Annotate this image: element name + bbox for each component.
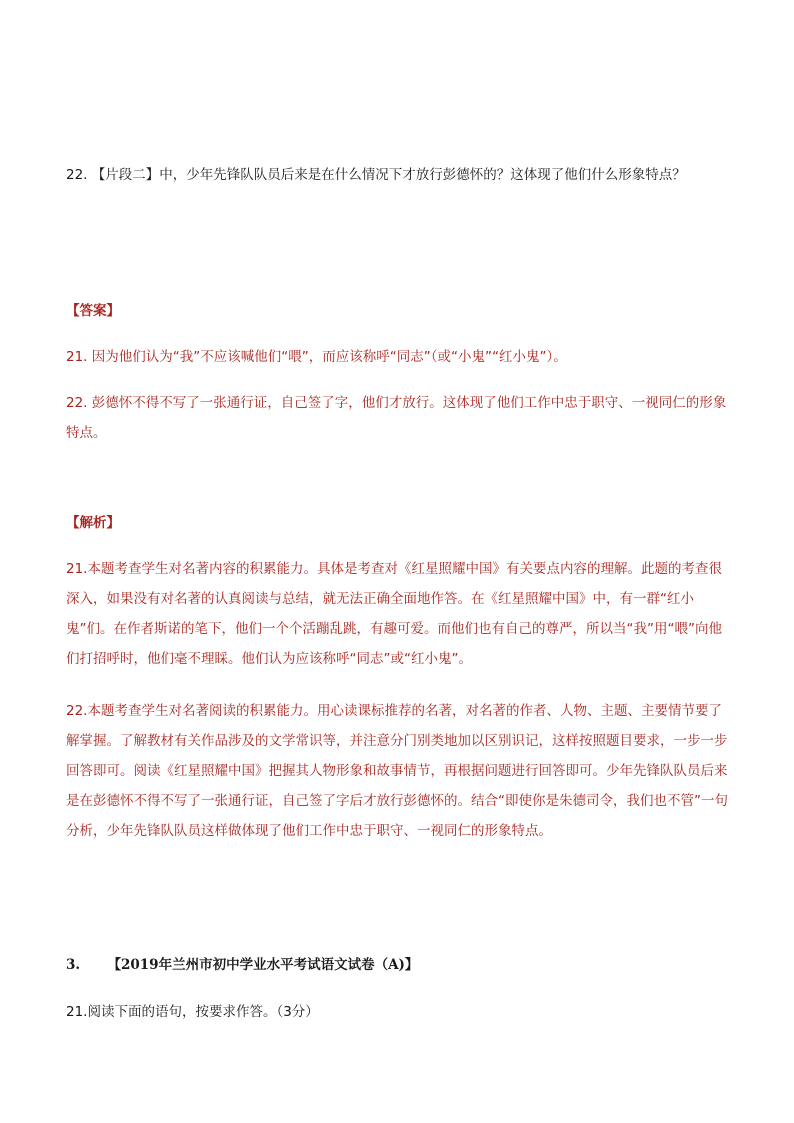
- answer-21: 21. 因为他们认为“我”不应该喊他们“喂”，而应该称呼“同志”（或“小鬼”“红小鬼”）。: [66, 349, 567, 365]
- analysis-22: 22.本题考查学生对名著阅读的积累能力。用心读课标推荐的名著，对名著的作者、人物、主题、主要情节要了解掌握。了解教材有关作品涉及的文学常识等，并注意分门别类地加以区别识记，这样按照题目要求，一步一步回答即可。阅读《红星照耀中国》把握其人物形象和故事情节，再根据问题进行回答即可。少年先锋队队员后来是在彭德怀不得不写了一张通行证，自己签了字后才放行彭德怀的。结合“即使你是朱德司令，我们也不管”一句分析，少年先锋队队员这样做体现了他们工作中忠于职守、一视同仁的形象特点。: [66, 703, 728, 839]
- analysis-21: 21.本题考查学生对名著内容的积累能力。具体是考查对《红星照耀中国》有关要点内容的理解。此题的考查很深入，如果没有对名著的认真阅读与总结，就无法正确全面地作答。在《红星照耀中国》中，有一群“红小鬼”们。在作者斯诺的笔下，他们一个个活蹦乱跳，有趣可爱。而他们也有自己的尊严，所以当“我”用“喂”向他们打招呼时，他们毫不理睬。他们认为应该称呼“同志”或“红小鬼”。: [66, 561, 722, 667]
- section-3-header: [66, 950, 730, 980]
- question-22: 22. 【片段二】中，少年先锋队队员后来是在什么情况下才放行彭德怀的？这体现了他们什么形象特点？: [66, 167, 686, 183]
- section-3-title: 【2019年兰州市初中学业水平考试语文试卷（A)】: [107, 957, 419, 973]
- analysis-heading: 【解析】: [66, 515, 120, 531]
- answer-heading: 【答案】: [66, 303, 120, 319]
- question-21: 21.阅读下面的语句，按要求作答。（3分）: [66, 1004, 319, 1020]
- section-3-number: 3.: [66, 957, 81, 973]
- answer-22: 22. 彭德怀不得不写了一张通行证，自己签了字，他们才放行。这体现了他们工作中忠于职守、一视同仁的形象特点。: [66, 395, 727, 441]
